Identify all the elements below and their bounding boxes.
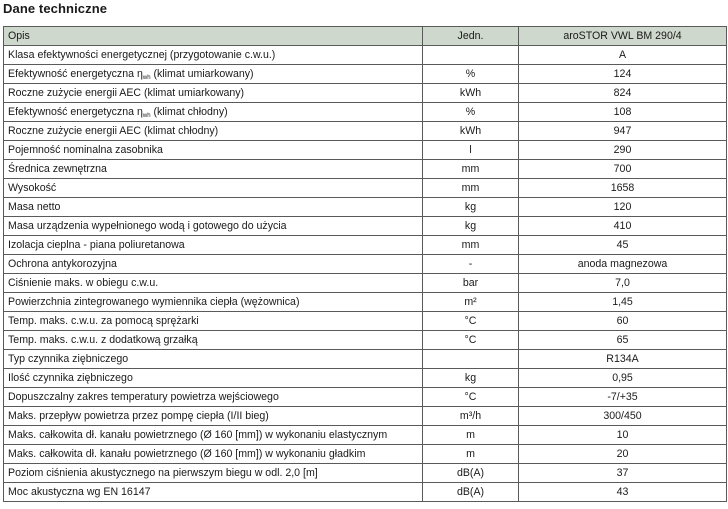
table-row xyxy=(4,217,727,236)
table-row xyxy=(4,426,727,445)
row-value: 1,45 xyxy=(519,293,727,312)
row-unit: kg xyxy=(423,217,519,236)
row-description: Roczne zużycie energii AEC (klimat chłodny) xyxy=(4,122,423,141)
row-unit: bar xyxy=(423,274,519,293)
row-description: Moc akustyczna wg EN 16147 xyxy=(4,483,423,502)
row-description: Maks. przepływ powietrza przez pompę ciepła (I/II bieg) xyxy=(4,407,423,426)
header-value: aroSTOR VWL BM 290/4 xyxy=(519,27,727,46)
row-description: Maks. całkowita dł. kanału powietrznego (Ø 160 [mm]) w wykonaniu gładkim xyxy=(4,445,423,464)
table-row xyxy=(4,483,727,502)
spec-table xyxy=(3,26,727,502)
row-unit: m xyxy=(423,426,519,445)
row-value: 108 xyxy=(519,103,727,122)
row-value: -7/+35 xyxy=(519,388,727,407)
row-unit: kg xyxy=(423,369,519,388)
table-row xyxy=(4,198,727,217)
row-description: Masa netto xyxy=(4,198,423,217)
row-value: R134A xyxy=(519,350,727,369)
row-value: 947 xyxy=(519,122,727,141)
eta-subscript: wh xyxy=(142,74,151,81)
header-description: Opis xyxy=(4,27,423,46)
table-row xyxy=(4,350,727,369)
eta-subscript: wh xyxy=(142,112,151,119)
row-value: 10 xyxy=(519,426,727,445)
table-row xyxy=(4,293,727,312)
row-value: 1658 xyxy=(519,179,727,198)
row-value: 124 xyxy=(519,65,727,84)
row-value: 60 xyxy=(519,312,727,331)
row-description: Ciśnienie maks. w obiegu c.w.u. xyxy=(4,274,423,293)
table-row xyxy=(4,369,727,388)
table-row xyxy=(4,46,727,65)
row-description: Masa urządzenia wypełnionego wodą i gotowego do użycia xyxy=(4,217,423,236)
row-unit: % xyxy=(423,103,519,122)
table-row xyxy=(4,179,727,198)
table-row xyxy=(4,407,727,426)
row-value: anoda magnezowa xyxy=(519,255,727,274)
table-row xyxy=(4,388,727,407)
page-title: Dane techniczne xyxy=(3,1,108,16)
row-unit: °C xyxy=(423,312,519,331)
row-unit: mm xyxy=(423,179,519,198)
row-description: Wysokość xyxy=(4,179,423,198)
table-row xyxy=(4,160,727,179)
row-description: Poziom ciśnienia akustycznego na pierwszym biegu w odl. 2,0 [m] xyxy=(4,464,423,483)
row-value: 290 xyxy=(519,141,727,160)
row-description: Roczne zużycie energii AEC (klimat umiarkowany) xyxy=(4,84,423,103)
description-text: (klimat chłodny) xyxy=(150,105,228,118)
row-unit: % xyxy=(423,65,519,84)
row-value: 65 xyxy=(519,331,727,350)
table-row xyxy=(4,141,727,160)
row-description: Ilość czynnika ziębniczego xyxy=(4,369,423,388)
row-unit: - xyxy=(423,255,519,274)
header-unit: Jedn. xyxy=(423,27,519,46)
table-row xyxy=(4,65,727,84)
row-unit: °C xyxy=(423,331,519,350)
row-unit: kWh xyxy=(423,84,519,103)
row-description: Klasa efektywności energetycznej (przygotowanie c.w.u.) xyxy=(4,46,423,65)
row-unit: m xyxy=(423,445,519,464)
table-row xyxy=(4,236,727,255)
table-row xyxy=(4,445,727,464)
row-description: Pojemność nominalna zasobnika xyxy=(4,141,423,160)
row-value: 43 xyxy=(519,483,727,502)
description-text: Efektywność energetyczna η xyxy=(8,67,143,80)
row-value: 7,0 xyxy=(519,274,727,293)
table-row xyxy=(4,84,727,103)
row-unit: l xyxy=(423,141,519,160)
table-header-row xyxy=(4,27,727,46)
row-value: 410 xyxy=(519,217,727,236)
row-value: 45 xyxy=(519,236,727,255)
row-value: 700 xyxy=(519,160,727,179)
row-description: Temp. maks. c.w.u. za pomocą sprężarki xyxy=(4,312,423,331)
row-unit: °C xyxy=(423,388,519,407)
description-text: Efektywność energetyczna η xyxy=(8,105,143,118)
row-description xyxy=(4,103,423,122)
row-value: 20 xyxy=(519,445,727,464)
row-description: Temp. maks. c.w.u. z dodatkową grzałką xyxy=(4,331,423,350)
row-value: 824 xyxy=(519,84,727,103)
row-unit: mm xyxy=(423,160,519,179)
row-unit: kg xyxy=(423,198,519,217)
row-value: 0,95 xyxy=(519,369,727,388)
row-value: A xyxy=(519,46,727,65)
row-description: Izolacja cieplna - piana poliuretanowa xyxy=(4,236,423,255)
row-unit: dB(A) xyxy=(423,483,519,502)
table-row xyxy=(4,331,727,350)
row-description: Maks. całkowita dł. kanału powietrznego (Ø 160 [mm]) w wykonaniu elastycznym xyxy=(4,426,423,445)
row-description: Ochrona antykorozyjna xyxy=(4,255,423,274)
row-unit xyxy=(423,46,519,65)
row-description xyxy=(4,65,423,84)
row-unit: mm xyxy=(423,236,519,255)
table-row xyxy=(4,103,727,122)
row-description: Typ czynnika ziębniczego xyxy=(4,350,423,369)
row-unit: kWh xyxy=(423,122,519,141)
row-value: 120 xyxy=(519,198,727,217)
table-row xyxy=(4,255,727,274)
row-unit: dB(A) xyxy=(423,464,519,483)
table-row xyxy=(4,122,727,141)
row-description: Dopuszczalny zakres temperatury powietrza wejściowego xyxy=(4,388,423,407)
row-unit xyxy=(423,350,519,369)
table-row xyxy=(4,312,727,331)
row-value: 37 xyxy=(519,464,727,483)
row-unit: m² xyxy=(423,293,519,312)
row-value: 300/450 xyxy=(519,407,727,426)
row-description: Powierzchnia zintegrowanego wymiennika ciepła (wężownica) xyxy=(4,293,423,312)
row-description: Średnica zewnętrzna xyxy=(4,160,423,179)
table-row xyxy=(4,464,727,483)
row-unit: m³/h xyxy=(423,407,519,426)
table-row xyxy=(4,274,727,293)
description-text: (klimat umiarkowany) xyxy=(150,67,254,80)
